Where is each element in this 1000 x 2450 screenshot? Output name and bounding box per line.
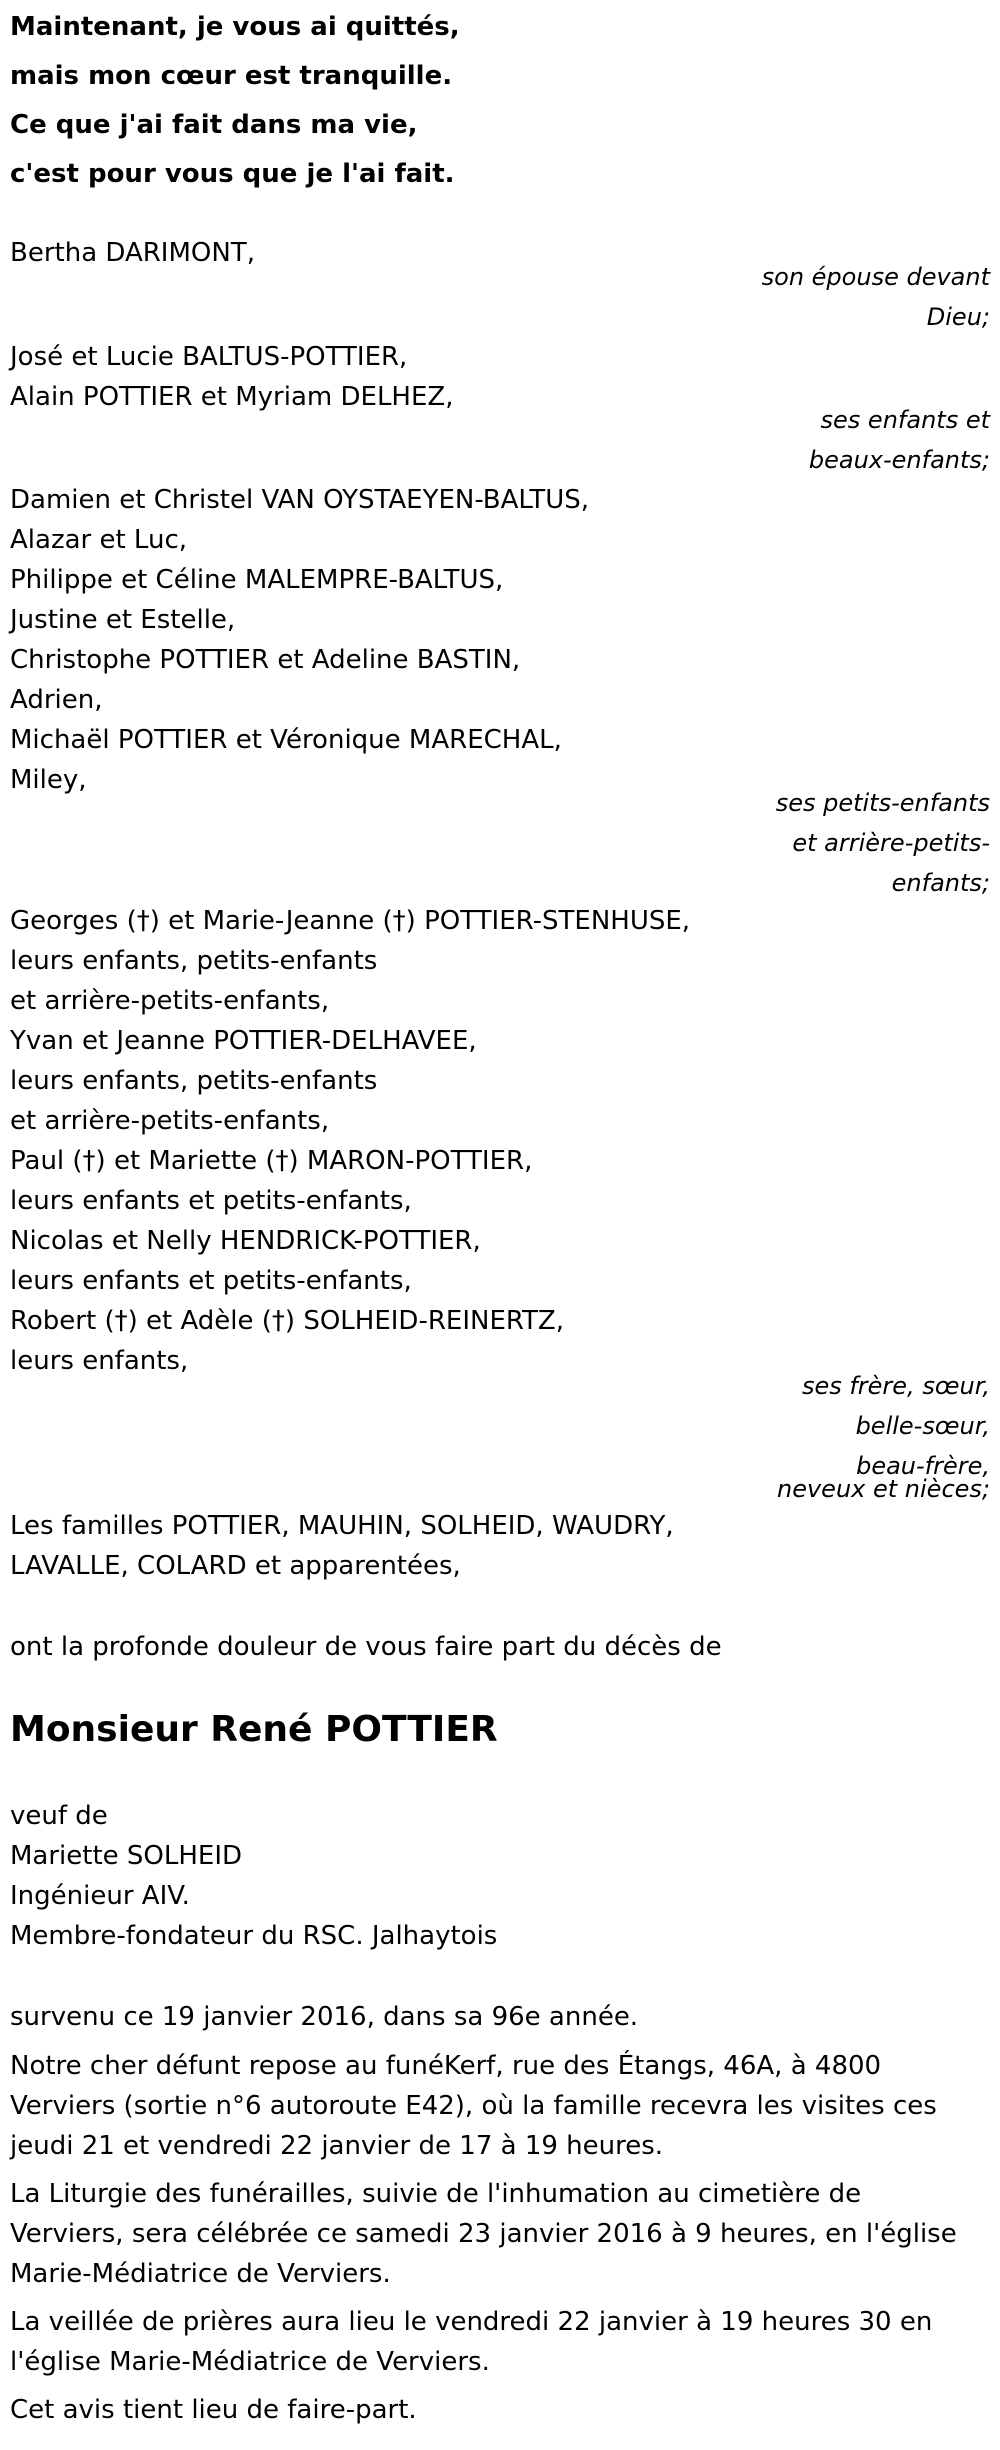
family-line: Christophe POTTIER et Adeline BASTIN, (10, 645, 521, 675)
family-line: et arrière-petits-enfants, (10, 1106, 330, 1136)
spouse-name: Bertha DARIMONT, (10, 238, 255, 268)
family-line: Michaël POTTIER et Véronique MARECHAL, (10, 725, 562, 755)
family-line: Damien et Christel VAN OYSTAEYEN-BALTUS, (10, 485, 590, 515)
relation-label: ses frère, sœur, (801, 1372, 990, 1400)
deceased-name: Monsieur René POTTIER (10, 1709, 498, 1750)
notice-paragraph: La veillée de prières aura lieu le vendredi 22 janvier à 19 heures 30 en l'église Marie-Médiatrice de Verviers. (10, 2307, 933, 2377)
family-line: Miley, (10, 765, 87, 795)
family-line: Yvan et Jeanne POTTIER-DELHAVEE, (10, 1026, 477, 1056)
relation-label: ses petits-enfants (775, 789, 990, 817)
relation-label: Dieu; (926, 303, 990, 331)
family-line: leurs enfants, petits-enfants (10, 946, 378, 976)
family-line: leurs enfants et petits-enfants, (10, 1266, 412, 1296)
relation-label: belle-sœur, (855, 1412, 990, 1440)
notice-paragraph: La Liturgie des funérailles, suivie de l'inhumation au cimetière de Verviers, sera célébrée ce samedi 23 janvier 2016 à 9 heures, en l'église Marie-Médiatrice de Verviers. (10, 2179, 957, 2289)
relation-label: beaux-enfants; (808, 446, 990, 474)
family-line: Philippe et Céline MALEMPRE-BALTUS, (10, 565, 504, 595)
family-line: Adrien, (10, 685, 103, 715)
family-line: Alain POTTIER et Myriam DELHEZ, (10, 382, 454, 412)
deceased-detail: veuf de (10, 1801, 108, 1831)
poem-line: Ce que j'ai fait dans ma vie, (10, 110, 418, 140)
relation-label: neveux et nièces; (777, 1475, 990, 1503)
family-line: Nicolas et Nelly HENDRICK-POTTIER, (10, 1226, 481, 1256)
family-line: Les familles POTTIER, MAUHIN, SOLHEID, WAUDRY, (10, 1511, 674, 1541)
poem-line: mais mon cœur est tranquille. (10, 61, 453, 91)
relation-label: enfants; (891, 869, 990, 897)
family-line: leurs enfants, petits-enfants (10, 1066, 378, 1096)
relation-label: beau-frère, (856, 1452, 990, 1480)
family-line: Justine et Estelle, (10, 605, 236, 635)
family-line: leurs enfants et petits-enfants, (10, 1186, 412, 1216)
deceased-detail: Membre-fondateur du RSC. Jalhaytois (10, 1921, 498, 1951)
deceased-detail: Ingénieur AIV. (10, 1881, 190, 1911)
relation-label: et arrière-petits- (792, 829, 990, 857)
family-line: Robert (†) et Adèle (†) SOLHEID-REINERTZ, (10, 1306, 564, 1336)
relation-label: ses enfants et (820, 406, 990, 434)
family-line: José et Lucie BALTUS-POTTIER, (10, 342, 408, 372)
family-line: LAVALLE, COLARD et apparentées, (10, 1551, 461, 1581)
announcement-text: ont la profonde douleur de vous faire part du décès de (10, 1632, 722, 1662)
poem-line: Maintenant, je vous ai quittés, (10, 12, 460, 42)
family-line: Georges (†) et Marie-Jeanne (†) POTTIER-STENHUSE, (10, 906, 691, 936)
deceased-detail: Mariette SOLHEID (10, 1841, 243, 1871)
relation-label: son épouse devant (761, 263, 990, 291)
notice-paragraph: Cet avis tient lieu de faire-part. (10, 2395, 417, 2425)
family-line: et arrière-petits-enfants, (10, 986, 330, 1016)
family-line: leurs enfants, (10, 1346, 189, 1376)
family-line: Alazar et Luc, (10, 525, 187, 555)
poem-line: c'est pour vous que je l'ai fait. (10, 159, 455, 189)
family-line: Paul (†) et Mariette (†) MARON-POTTIER, (10, 1146, 533, 1176)
notice-paragraph: survenu ce 19 janvier 2016, dans sa 96e année. (10, 2002, 639, 2032)
notice-paragraph: Notre cher défunt repose au funéKerf, rue des Étangs, 46A, à 4800 Verviers (sortie n°6 autoroute E42), où la famille recevra les visites ces jeudi 21 et vendredi 22 janvier de 17 à 19 heures. (10, 2051, 937, 2161)
